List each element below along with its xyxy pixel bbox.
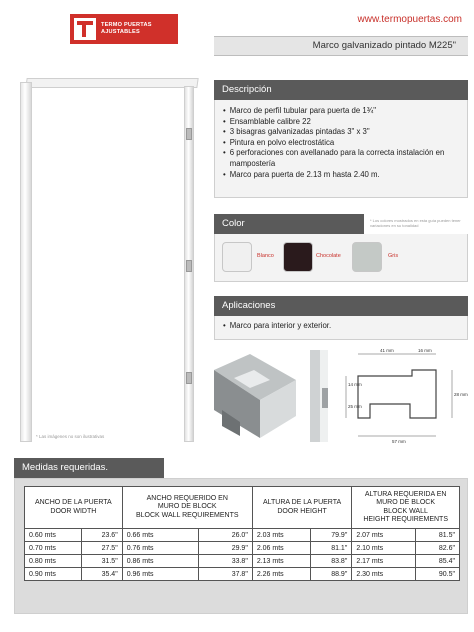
descripcion-heading: Descripción — [214, 80, 468, 100]
column-header: ANCHO REQUERIDO EN MURO DE BLOCK BLOCK WALL REQUIREMENTS — [122, 487, 252, 529]
table-cell: 23.6" — [82, 529, 122, 542]
table-cell: 90.5" — [415, 568, 459, 581]
table-cell: 37.8" — [199, 568, 253, 581]
table-cell: 2.06 mts — [252, 542, 311, 555]
aplicaciones-heading: Aplicaciones — [214, 296, 468, 316]
table-row — [25, 555, 460, 568]
aplicaciones-list — [215, 316, 467, 338]
swatch-chocolate — [283, 242, 313, 272]
color-disclaimer: * Los colores mostrados en esta guía pueden tener variaciones en su tonalidad — [370, 218, 461, 228]
list-item: • 6 perforaciones con avellanado para la correcta instalación en mampostería — [223, 148, 459, 169]
dim-top-width: 41 mm — [380, 348, 394, 353]
table-cell: 82.6" — [415, 542, 459, 555]
profile-side-image — [302, 350, 340, 442]
color-box — [214, 234, 468, 282]
list-item: • 3 bisagras galvanizadas pintadas 3" x 3" — [223, 127, 459, 138]
column-header: ANCHO DE LA PUERTA DOOR WIDTH — [25, 487, 123, 529]
table-cell: 79.9" — [311, 529, 352, 542]
table-cell: 35.4" — [82, 568, 122, 581]
table-cell: 85.4" — [415, 555, 459, 568]
hinge-icon — [186, 372, 192, 384]
table-cell: 81.5" — [415, 529, 459, 542]
table-cell: 0.70 mts — [25, 542, 82, 555]
table-cell: 2.26 mts — [252, 568, 311, 581]
table-cell: 31.5" — [82, 555, 122, 568]
table-cell: 2.30 mts — [352, 568, 415, 581]
color-heading: Color — [214, 214, 364, 234]
list-item: • Marco para interior y exterior. — [223, 321, 459, 332]
table-cell: 2.10 mts — [352, 542, 415, 555]
product-title: Marco galvanizado pintado M225" — [214, 36, 468, 56]
medidas-table — [24, 486, 460, 581]
table-row — [25, 529, 460, 542]
dim-total-width: 57 mm — [392, 439, 406, 444]
table-row — [25, 542, 460, 555]
table-cell: 0.86 mts — [122, 555, 199, 568]
frame-head — [25, 78, 198, 88]
brand-name — [101, 22, 152, 36]
table-cell: 2.03 mts — [252, 529, 311, 542]
table-cell: 0.66 mts — [122, 529, 199, 542]
list-item: • Marco de perfil tubular para puerta de 1¾" — [223, 106, 459, 117]
list-item: • Ensamblable calibre 22 — [223, 117, 459, 128]
profile-dimension-drawing — [340, 346, 468, 446]
hinge-icon — [186, 260, 192, 272]
swatch-label-blanco: Blanco — [257, 253, 274, 259]
column-header: ALTURA REQUERIDA EN MURO DE BLOCK BLOCK WALL HEIGHT REQUIREMENTS — [352, 487, 460, 529]
dim-flange: 16 mm — [418, 348, 432, 353]
table-cell: 2.13 mts — [252, 555, 311, 568]
profile-photo-image — [210, 350, 298, 442]
brand-line-2: AJUSTABLES — [101, 29, 140, 35]
swatch-blanco — [222, 242, 252, 272]
website-link[interactable]: www.termopuertas.com — [357, 14, 462, 25]
swatch-label-chocolate: Chocolate — [316, 253, 341, 259]
table-cell: 0.76 mts — [122, 542, 199, 555]
table-cell: 0.80 mts — [25, 555, 82, 568]
table-cell: 81.1" — [311, 542, 352, 555]
list-item: • Pintura en polvo electrostática — [223, 138, 459, 149]
frame-left-jamb — [20, 82, 32, 442]
aplicaciones-box — [214, 316, 468, 340]
brand-logo — [70, 14, 178, 44]
brand-line-1: TERMO PUERTAS — [101, 22, 152, 28]
descripcion-box — [214, 100, 468, 198]
table-cell: 88.9" — [311, 568, 352, 581]
table-row — [25, 568, 460, 581]
medidas-heading: Medidas requeridas. — [14, 458, 164, 478]
swatch-gris — [352, 242, 382, 272]
list-item: • Marco para puerta de 2.13 m hasta 2.40 m. — [223, 170, 459, 181]
dim-h2: 25 mm — [348, 404, 362, 409]
table-cell: 27.5" — [82, 542, 122, 555]
table-cell: 2.07 mts — [352, 529, 415, 542]
swatch-label-gris: Gris — [388, 253, 399, 259]
hinge-icon — [186, 128, 192, 140]
table-cell: 26.0" — [199, 529, 253, 542]
image-disclaimer: * Las imágenes no son ilustrativas — [36, 434, 105, 439]
table-cell: 0.60 mts — [25, 529, 82, 542]
descripcion-list — [215, 100, 467, 186]
column-header: ALTURA DE LA PUERTA DOOR HEIGHT — [252, 487, 352, 529]
dim-h1: 14 mm — [348, 382, 362, 387]
logo-mark-icon — [74, 18, 96, 40]
dim-h3: 28 mm — [454, 392, 468, 397]
table-cell: 83.8" — [311, 555, 352, 568]
table-cell: 29.9" — [199, 542, 253, 555]
table-cell: 0.90 mts — [25, 568, 82, 581]
table-cell: 33.8" — [199, 555, 253, 568]
table-cell: 2.17 mts — [352, 555, 415, 568]
door-frame-image — [14, 70, 204, 450]
table-cell: 0.96 mts — [122, 568, 199, 581]
